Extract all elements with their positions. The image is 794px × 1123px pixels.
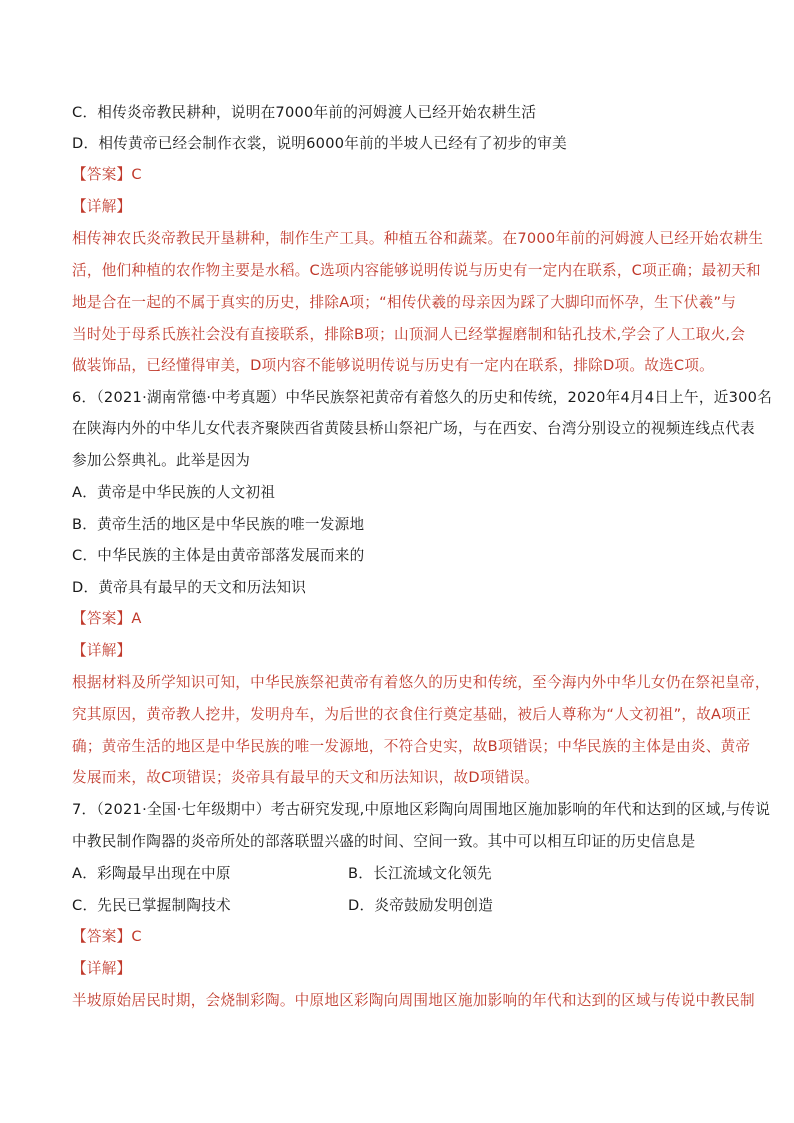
q6-answer: 【答案】A bbox=[72, 610, 142, 627]
q6-stem-line: 6．（2021·湖南常德·中考真题）中华民族祭祀黄帝有着悠久的历史和传统，2020年4月4日上午，近300名 bbox=[72, 389, 773, 406]
q5-detail-line: 当时处于母系氏族社会没有直接联系，排除B项；山顶洞人已经掌握磨制和钻孔技术,学会了人工取火,会 bbox=[72, 326, 746, 343]
q6-detail-line: 确；黄帝生活的地区是中华民族的唯一发源地，不符合史实，故B项错误；中华民族的主体是由炎、黄帝 bbox=[72, 738, 751, 755]
q6-detail-line: 根据材料及所学知识可知，中华民族祭祀黄帝有着悠久的历史和传统，至今海内外中华儿女仍在祭祀皇帝， bbox=[72, 674, 770, 691]
q7-option-d: D．炎帝鼓励发明创造 bbox=[348, 897, 494, 914]
q7-detail-line: 半坡原始居民时期，会烧制彩陶。中原地区彩陶向周围地区施加影响的年代和达到的区域与传说中教民制 bbox=[72, 992, 755, 1009]
q5-option-d: D．相传黄帝已经会制作衣裳，说明6000年前的半坡人已经有了初步的审美 bbox=[72, 135, 567, 152]
q5-answer: 【答案】C bbox=[72, 166, 142, 183]
q6-detail-line: 发展而来，故C项错误；炎帝具有最早的天文和历法知识，故D项错误。 bbox=[72, 769, 540, 786]
q5-detail-label: 【详解】 bbox=[72, 198, 132, 215]
q7-detail-label: 【详解】 bbox=[72, 960, 132, 977]
q5-detail-line: 做装饰品，已经懂得审美，D项内容不能够说明传说与历史有一定内在联系，排除D项。故选C项。 bbox=[72, 357, 715, 374]
q5-option-c: C．相传炎帝教民耕种，说明在7000年前的河姆渡人已经开始农耕生活 bbox=[72, 104, 537, 121]
q6-stem-line: 参加公祭典礼。此举是因为 bbox=[72, 452, 251, 469]
q7-option-b: B．长江流域文化领先 bbox=[348, 865, 492, 882]
q7-stem-line: 7．（2021·全国·七年级期中）考古研究发现,中原地区彩陶向周围地区施加影响的年代和达到的区域,与传说 bbox=[72, 801, 771, 818]
q7-stem-line: 中教民制作陶器的炎帝所处的部落联盟兴盛的时间、空间一致。其中可以相互印证的历史信息是 bbox=[72, 833, 696, 850]
q6-stem-line: 在陕海内外的中华儿女代表齐聚陕西省黄陵县桥山祭祀广场，与在西安、台湾分别设立的视频连线点代表 bbox=[72, 420, 755, 437]
q6-option-b: B．黄帝生活的地区是中华民族的唯一发源地 bbox=[72, 516, 365, 533]
q5-detail-line: 活，他们种植的农作物主要是水稻。C选项内容能够说明传说与历史有一定内在联系，C项正确；最初天和 bbox=[72, 262, 761, 279]
q7-option-a: A．彩陶最早出现在中原 bbox=[72, 865, 231, 882]
q7-option-c: C．先民已掌握制陶技术 bbox=[72, 897, 231, 914]
q6-option-a: A．黄帝是中华民族的人文初祖 bbox=[72, 484, 276, 501]
q6-detail-line: 究其原因，黄帝教人挖井，发明舟车，为后世的衣食住行奠定基础，被后人尊称为“人文初祖”，故A项正 bbox=[72, 706, 751, 723]
q5-detail-line: 相传神农氏炎帝教民开垦耕种，制作生产工具。种植五谷和蔬菜。在7000年前的河姆渡人已经开始农耕生 bbox=[72, 230, 764, 247]
q6-option-d: D．黄帝具有最早的天文和历法知识 bbox=[72, 579, 307, 596]
q6-detail-label: 【详解】 bbox=[72, 642, 132, 659]
q7-answer: 【答案】C bbox=[72, 928, 142, 945]
q5-detail-line: 地是合在一起的不属于真实的历史，排除A项；“相传伏羲的母亲因为踩了大脚印而怀孕，生下伏羲”与 bbox=[72, 294, 737, 311]
q6-option-c: C．中华民族的主体是由黄帝部落发展而来的 bbox=[72, 547, 365, 564]
